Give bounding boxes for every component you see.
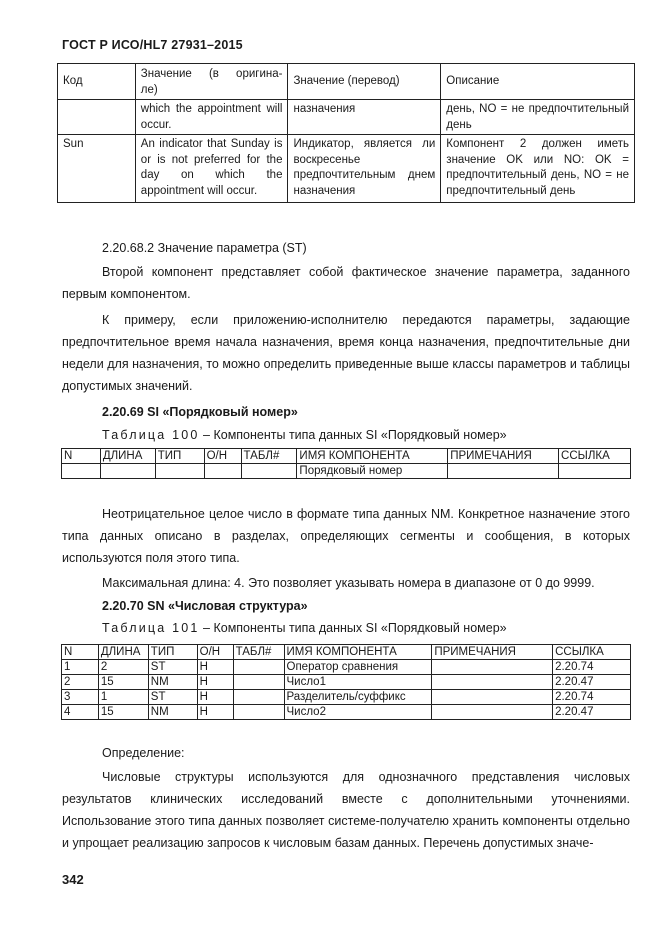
cell: Н [197, 675, 233, 690]
cell: 2 [62, 675, 99, 690]
column-header: ТАБЛ# [233, 645, 284, 660]
section-heading: 2.20.68.2 Значение параметра (ST) [102, 241, 307, 255]
column-header: ПРИМЕЧАНИЯ [448, 449, 559, 464]
cell [432, 705, 553, 720]
cell: NM [148, 705, 197, 720]
table-row [58, 135, 635, 203]
column-header: ССЫЛКА [559, 449, 631, 464]
cell: ST [148, 690, 197, 705]
column-header: ИМЯ КОМПОНЕНТА [284, 645, 432, 660]
cell [204, 464, 241, 479]
cell-description: Компонент 2 должен иметь значение OK или NO: OK = предпочтительный день, NO = не предпочтительный день [441, 135, 635, 203]
column-header-line: Значение (в оригина- [140, 68, 283, 80]
cell-code [58, 100, 136, 135]
cell: 1 [62, 660, 99, 675]
table-header-row [62, 645, 631, 660]
cell [100, 464, 155, 479]
column-header: О/Н [204, 449, 241, 464]
cell: Разделитель/суффикс [284, 690, 432, 705]
column-header: О/Н [197, 645, 233, 660]
cell: 2.20.47 [553, 675, 631, 690]
cell: 15 [98, 675, 148, 690]
table-caption-text: – Компоненты типа данных SI «Порядковый номер» [203, 428, 507, 442]
table-row [62, 464, 631, 479]
paragraph: Максимальная длина: 4. Это позволяет указывать номера в диапазоне от 0 до 9999. [102, 576, 595, 590]
table-row [62, 690, 631, 705]
table-row [62, 675, 631, 690]
table-header-row [58, 64, 635, 100]
cell [448, 464, 559, 479]
definition-label: Определение: [102, 746, 185, 760]
cell: 3 [62, 690, 99, 705]
column-header: Описание [441, 64, 635, 100]
column-header: ТАБЛ# [241, 449, 297, 464]
cell: NM [148, 675, 197, 690]
cell [155, 464, 204, 479]
si-components-table [61, 448, 631, 479]
document-header: ГОСТ Р ИСО/HL7 27931–2015 [62, 38, 243, 52]
values-table [57, 63, 635, 203]
cell [432, 660, 553, 675]
paragraph: Числовые структуры используются для однозначного представления числовых результатов клинических исследований вместе с дополнительными уточнениями. Использование этого типа данных позволяет системе-получателю хранить компоненты отдельно и упрощает реализацию запросов к числовым базам данных. Перечень допустимых значе- [62, 770, 630, 850]
cell: 2.20.74 [553, 660, 631, 675]
cell-original: which the appointment will occur. [135, 100, 288, 135]
cell: Н [197, 660, 233, 675]
column-header: ИМЯ КОМПОНЕНТА [297, 449, 448, 464]
column-header: ДЛИНА [100, 449, 155, 464]
cell [62, 464, 101, 479]
cell: 2.20.47 [553, 705, 631, 720]
cell: Число1 [284, 675, 432, 690]
cell: 15 [98, 705, 148, 720]
cell-translation: назначения [288, 100, 441, 135]
table-header-row [62, 449, 631, 464]
cell-original: An indicator that Sunday is or is not preferred for the day on which the appointment will occur. [135, 135, 288, 203]
cell: Порядковый номер [297, 464, 448, 479]
table-caption [102, 621, 507, 635]
table-row [62, 660, 631, 675]
cell [233, 675, 284, 690]
cell-code: Sun [58, 135, 136, 203]
table-row [58, 100, 635, 135]
column-header: N [62, 449, 101, 464]
table-caption-label: Таблица 101 [102, 621, 200, 635]
cell: 2.20.74 [553, 690, 631, 705]
paragraph: Второй компонент представляет собой фактическое значение параметра, заданного первым компонентом. [62, 265, 630, 301]
column-header: ТИП [155, 449, 204, 464]
paragraph: Неотрицательное целое число в формате типа данных NM. Конкретное назначение этого типа данных описано в разделах, определяющих сегменты и сообщения, в которых используются поля этого типа. [62, 507, 630, 565]
column-header: Значение (перевод) [288, 64, 441, 100]
cell: Н [197, 690, 233, 705]
table-caption-label: Таблица 100 [102, 428, 200, 442]
section-heading: 2.20.70 SN «Числовая структура» [102, 599, 308, 613]
column-header-line: ле) [140, 83, 158, 96]
cell [233, 690, 284, 705]
cell-translation: Индикатор, является ли воскресенье предпочтительным днем назначения [288, 135, 441, 203]
sn-components-table [61, 644, 631, 720]
column-header: ДЛИНА [98, 645, 148, 660]
column-header: ПРИМЕЧАНИЯ [432, 645, 553, 660]
table-caption [102, 428, 507, 442]
cell [559, 464, 631, 479]
table-caption-text: – Компоненты типа данных SI «Порядковый номер» [203, 621, 507, 635]
table-row [62, 705, 631, 720]
cell [233, 660, 284, 675]
column-header: ТИП [148, 645, 197, 660]
cell: ST [148, 660, 197, 675]
cell: Число2 [284, 705, 432, 720]
cell: 1 [98, 690, 148, 705]
column-header: N [62, 645, 99, 660]
column-header: Код [58, 64, 136, 100]
cell: 2 [98, 660, 148, 675]
cell: Оператор сравнения [284, 660, 432, 675]
section-heading: 2.20.69 SI «Порядковый номер» [102, 405, 298, 419]
cell: 4 [62, 705, 99, 720]
column-header: ССЫЛКА [553, 645, 631, 660]
cell [432, 675, 553, 690]
page-number: 342 [62, 872, 84, 887]
cell-description: день, NO = не предпочтительный день [441, 100, 635, 135]
cell [233, 705, 284, 720]
cell: Н [197, 705, 233, 720]
column-header [135, 64, 288, 100]
cell [241, 464, 297, 479]
cell [432, 690, 553, 705]
paragraph: К примеру, если приложению-исполнителю передаются параметры, задающие предпочтительное время начала назначения, время конца назначения, предпочтительные дни недели для назначения, то можно определить приведенные выше классы параметров и таблицы допустимых значений. [62, 313, 630, 393]
